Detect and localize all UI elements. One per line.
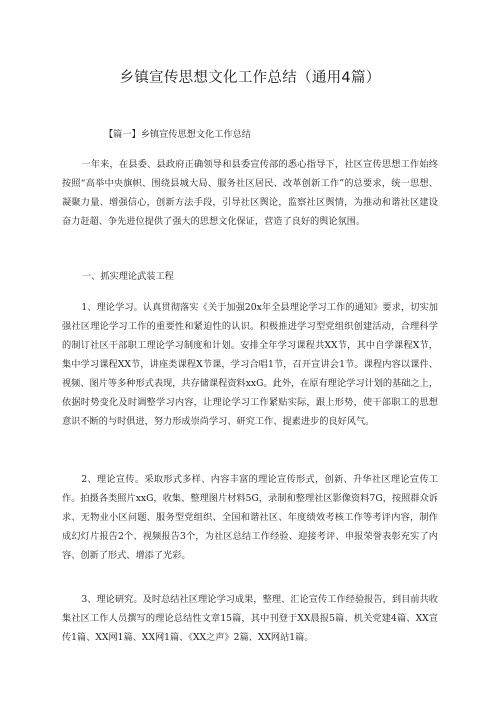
intro-paragraph: 一年来，在县委、县政府正确领导和县委宣传部的悉心指导下，社区宣传思想工作始终按照“高举中央旗帜、围绕县城大局、服务社区居民、改革创新工作”的总要求，统一思想、凝聚力量、增强信心，创新方法手段，引导社区舆论，监察社区舆情，为推动和谐社区建设奋力赶超、争先进位提供了强大的思想文化保证，营造了良好的舆论氛围。 bbox=[62, 159, 438, 227]
section-heading: 【篇一】乡镇宣传思想文化工作总结 bbox=[104, 129, 251, 140]
paragraph-theory-promotion: 2、理论宣传。采取形式多样、内容丰富的理论宣传形式，创新、升华社区理论宣传工作。拍摄各类照片xxG，收集、整理图片材料5G，录制和整理社区影像资料7G，按照群众诉求、无物业小区问题、服务型党组织、全国和谐社区、年度绩效考核工作等考评内容，制作成幻灯片报告2个、视频报告3个，为社区总结工作经验、迎接考评、申报荣誉表彰充实了内容、创新了形式、增添了光彩。 bbox=[62, 474, 438, 561]
paragraph-theory-study: 1、理论学习。认真贯彻落实《关于加强20x年全县理论学习工作的通知》要求，切实加强社区理论学习工作的重要性和紧迫性的认识。积极推进学习型党组织创建活动，合理科学的制订社区干部职工理论学习制度和计划。安排全年学习课程共XX节，其中自学课程X节，集中学习课程XX节，讲座类课程X节课，学习合唱1节，召开宣讲会1节。课程内容以课件、视频、图片等多种形式表现，共存储课程资料xxG。此外，在原有理论学习计划的基础之上，依据时势变化及时调整学习内容，让理论学习工作紧贴实际，跟上形势，使干部职工的思想意识不断的与时俱进，努力形成崇尚学习、研究工作、提素进步的良好风气。 bbox=[62, 302, 439, 427]
document-title: 乡镇宣传思想文化工作总结（通用4篇） bbox=[119, 70, 381, 86]
sub-heading-theory: 一、抓实理论武装工程 bbox=[82, 271, 174, 282]
paragraph-theory-research: 3、理论研究。及时总结社区理论学习成果，整理、汇论宣传工作经验报告，到目前共收集社区工作人员撰写的理论总结性文章15篇，其中刊登于XX晨报5篇、机关党建4篇、XX宣传1篇、XX网1篇、XX网1篇、《XX之声》2篇、XX网站1篇。 bbox=[62, 594, 438, 643]
